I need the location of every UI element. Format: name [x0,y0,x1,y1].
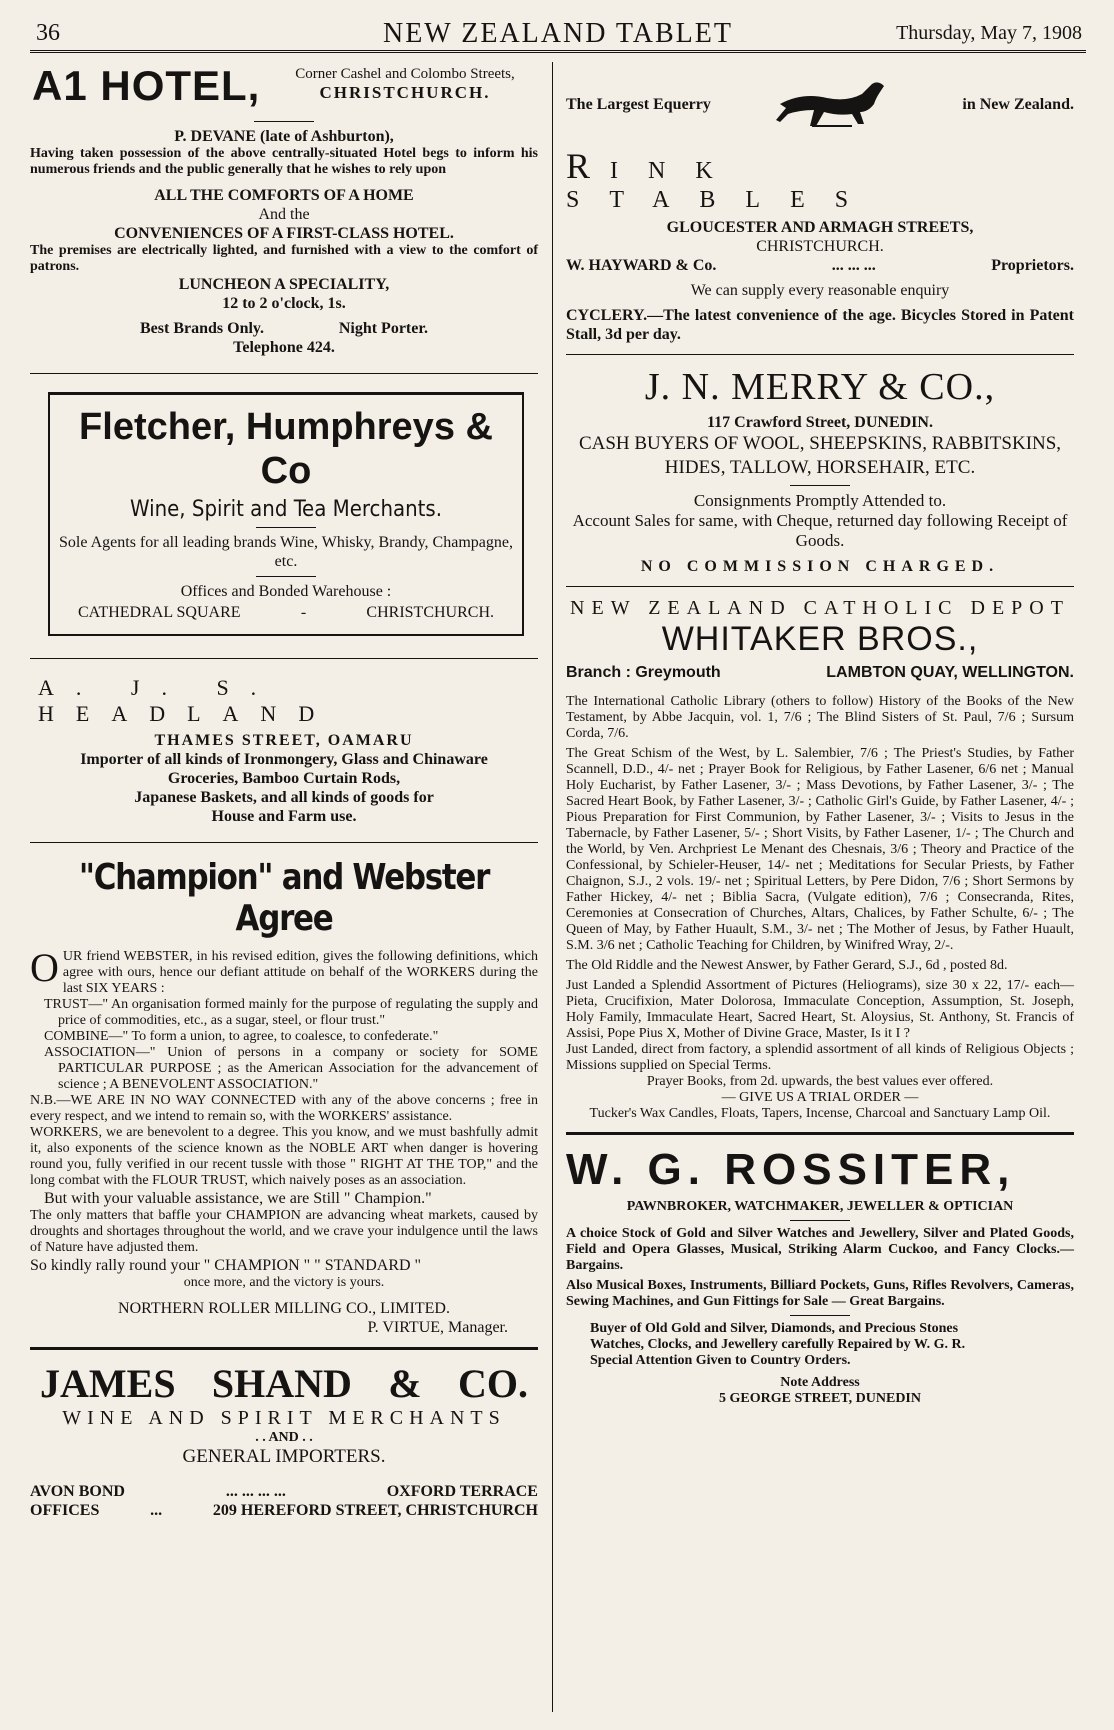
rossiter-name: W. G. ROSSITER, [566,1145,1016,1194]
shand-dots-1: ... ... ... ... [225,1483,286,1500]
champion-headline: "Champion" and Webster Agree [78,857,490,939]
divider [790,1315,850,1316]
whitaker-p5: Just Landed, direct from factory, a splendid assortment of all kinds of Religious Objects ; Missions supplied on Special Terms. [566,1042,1074,1073]
divider [566,586,1074,587]
champion-dropcap: O [30,945,59,990]
merry-consignments: Consignments Promptly Attended to. [693,491,947,510]
rink-initial: R [566,146,611,186]
merry-buyers: CASH BUYERS OF WOOL, SHEEPSKINS, RABBITSKINS, HIDES, TALLOW, HORSEHAIR, ETC. [578,433,1062,478]
headland-line-4: House and Farm use. [211,808,357,825]
hotel-telephone: Telephone 424. [233,339,335,356]
rink-streets: GLOUCESTER AND ARMAGH STREETS, [666,219,974,236]
champion-combine: COMBINE—" To form a union, to agree, to coalesce, to confederate." [44,1029,439,1044]
rink-dots: ... ... ... [831,257,876,274]
whitaker-name: WHITAKER BROS., [661,620,979,658]
champion-workers: WORKERS, we are benevolent to a degree. This you know, and we must bashfully admit it, also exponents of the science known as the NOBLE ART when danger is hovering round you, fully verified in our recent tussle with those " RIGHT AT THE TOP," and the long combat with the FLOUR TRUST, which naively poses as an association. [30,1125,538,1188]
rossiter-buyer-3: Special Attention Given to Country Orders. [590,1353,851,1368]
a1-hotel-ad [30,62,538,357]
hotel-night-porter: Night Porter. [338,320,428,337]
fletcher-offices: Offices and Bonded Warehouse : [180,583,392,600]
hotel-city: CHRISTCHURCH. [319,83,491,102]
divider [566,1132,1074,1135]
fletcher-humphreys-ad [48,392,524,636]
rink-name: INK STABLES [566,158,879,213]
shand-importers: GENERAL IMPORTERS. [182,1446,386,1467]
merry-ad [566,365,1074,576]
hotel-proprietor: P. DEVANE (late of Ashburton), [174,128,394,145]
rossiter-p1: A choice Stock of Gold and Silver Watches and Jewellery, Silver and Plated Goods, Field and Opera Glasses, Musical, Striking Alarm Cuckoo, and Fancy Clocks.—Bargains. [566,1226,1074,1273]
column-divider [552,62,553,1712]
right-column [566,62,1074,1407]
headland-line-3: Japanese Baskets, and all kinds of goods for [134,789,434,806]
divider [30,373,538,374]
whitaker-p4: Just Landed a Splendid Assortment of Pictures (Heliograms), size 30 x 22, 17/- each—Pieta, Crucifixion, Mater Dolorosa, Immaculate Conception, Assumption, St. Joseph, Holy Family, Immaculate Heart, Sacred Heart, St. Aloysius, St. Anthony, St. Francis of Assisi, Pope Pius X, Mother of Divine Grace, Master, Is it I ? [566,978,1074,1041]
divider [566,354,1074,355]
divider [30,842,538,843]
left-column [30,62,538,1520]
whitaker-p2: The Great Schism of the West, by L. Salembier, 7/6 ; The Priest's Studies, by Father Scannell, D.D., 4/- net ; Prayer Book for Religious, by Father Lasener, 6/6 net ; Manual Holy Eucharist, by Father Lasener, 3/- ; Mass Devotions, by Father Lasener, 3/- ; The Sacred Heart Book, by Father Lasener, 3/- ; Catholic Girl's Guide, by Father Lasener, 4/- ; Pious Preparation for First Communion, by Father Lasener, 3/- ; Visits to Jesus in the Tabernacle, by Father Lasener, 5/- ; Short Visits, by Father Lasener, 1/- ; The Church and the World, by Ven. Archpriest Le Menant des Chesnais, 3/6 ; Theory and Practice of the Confessional, by Schieler-Heuser, 14/- net ; Meditations for Secular Priests, by Father Chaignon, S.J., 2 vols. 19/- net ; Spiritual Letters, by Pere Didon, 7/6 ; Short Sermons by Father Hickey, 4/- net ; Biblia Sacra, (Vulgate edition), 7/6 ; Consecranda, Rites, Ceremonies at Consecration of Churches, Altars, Chalices, by Father Schulte, 6/- ; The Queen of May, by Father Huault, S.M., 3/- net ; The Mother of Jesus, by Father Huault, S.M. 3/6 net ; Catholic Teaching for Children, by Winifred Wray, 2/-. [566,746,1074,953]
hotel-best-brands: Best Brands Only. [140,320,265,337]
whitaker-tucker: Tucker's Wax Candles, Floats, Tapers, Incense, Charcoal and Sanctuary Lamp Oil. [589,1106,1051,1121]
whitaker-p1: The International Catholic Library (others to follow) History of the Books of the New Testament, by Abbe Jacquin, vol. 1, 7/6 ; The Blind Sisters of St. Paul, 7/6 ; Sursum Corda, 7/6. [566,694,1074,741]
issue-date: Thursday, May 7, 1908 [896,22,1082,44]
rink-stables-ad [566,74,1074,344]
champion-nb: N.B.—WE ARE IN NO WAY CONNECTED with any of the above concerns ; free in every respect, and we intend to remain so, with the WORKERS' assistance. [30,1093,538,1124]
rossiter-buyer-2: Watches, Clocks, and Jewellery carefully Repaired by W. G. R. [590,1337,966,1352]
shand-name-4: CO. [457,1361,528,1406]
headland-name: A. J. S. HEADLAND [38,675,337,726]
shand-trade: WINE AND SPIRIT MERCHANTS [62,1407,506,1429]
shand-right-2: 209 HEREFORD STREET, CHRISTCHURCH [212,1502,538,1519]
masthead [30,14,1086,53]
shand-name-3: & [388,1361,422,1406]
champion-manager: P. VIRTUE, Manager. [367,1319,508,1336]
rink-city: CHRISTCHURCH. [756,238,884,255]
shand-right-1: OXFORD TERRACE [386,1483,538,1500]
hotel-name: A1 HOTEL, [32,62,261,109]
fletcher-agents: Sole Agents for all leading brands Wine, Whisky, Brandy, Champagne, etc. [59,534,513,570]
whitaker-location: LAMBTON QUAY, WELLINGTON. [826,664,1074,681]
champion-company: NORTHERN ROLLER MILLING CO., LIMITED. [118,1300,450,1317]
champion-trust: TRUST—" An organisation formed mainly for the purpose of regulating the supply and price of commodities, etc., as a sugar, steel, or flour trust." [44,997,538,1028]
champion-once-more: once more, and the victory is yours. [183,1275,385,1290]
rossiter-note: Note Address [780,1375,860,1390]
champion-matters: The only matters that baffle your CHAMPION are advancing wheat markets, caused by droughts and shortages throughout the world, and we crave your indulgence until the laws of Nature have adjusted them. [30,1208,538,1255]
divider [30,658,538,659]
divider [790,1220,850,1221]
divider [256,527,316,528]
page-number: 36 [36,20,60,46]
hotel-street: Corner Cashel and Colombo Streets, [295,66,515,82]
rink-tag-right: in New Zealand. [962,96,1074,113]
champion-intro: UR friend WEBSTER, in his revised edition, gives the following definitions, which agree with ours, hence our defiant attitude on behalf of the WORKERS during the last SIX YEARS : [62,949,538,996]
newspaper-page [30,14,1086,1714]
newspaper-title: NEW ZEALAND TABLET [382,18,733,49]
champion-ad [30,857,538,1337]
headland-ad [30,675,538,826]
divider [30,1347,538,1350]
rossiter-address: 5 GEORGE STREET, DUNEDIN [718,1391,921,1406]
fletcher-name: Fletcher, Humphreys & Co [79,406,493,492]
rossiter-buyer-1: Buyer of Old Gold and Silver, Diamonds, and Precious Stones [590,1321,959,1336]
whitaker-p6: Prayer Books, from 2d. upwards, the best values ever offered. [646,1074,994,1089]
champion-but: But with your valuable assistance, we are Still " Champion." [44,1190,432,1207]
rink-enquiry: We can supply every reasonable enquiry [690,282,950,299]
rossiter-ad [566,1145,1074,1407]
fletcher-trade: Wine, Spirit and Tea Merchants. [129,497,443,522]
shand-dots-2: ... [150,1502,163,1519]
hotel-premises: The premises are electrically lighted, and furnished with a view to the comfort of patrons. [30,243,538,274]
hotel-conveniences: CONVENIENCES OF A FIRST-CLASS HOTEL. [114,225,454,242]
headland-line-1: Importer of all kinds of Ironmongery, Glass and Chinaware [80,751,488,768]
rossiter-p2: Also Musical Boxes, Instruments, Billiard Pockets, Guns, Rifles Revolvers, Cameras, Sewing Machines, and Gun Fittings for Sale — Great Bargains. [566,1278,1074,1309]
shand-name-1: JAMES [40,1361,176,1406]
hotel-address [280,66,530,103]
rink-proprietors-label: Proprietors. [991,257,1074,274]
merry-no-commission: NO COMMISSION CHARGED. [640,558,1000,575]
whitaker-branch: Branch : Greymouth [566,664,721,681]
champion-rally: So kindly rally round your " CHAMPION " " STANDARD " [30,1257,422,1274]
rink-tag-left: The Largest Equerry [566,96,711,113]
hotel-intro: Having taken possession of the above centrally-situated Hotel begs to inform his numerous friends and the public generally that he wishes to rely upon [30,146,538,177]
shand-and: . . AND . . [255,1430,313,1445]
divider [790,485,850,486]
rink-cyclery: CYCLERY.—The latest convenience of the age. Bicycles Stored in Patent Stall, 3d per day. [566,307,1074,343]
headland-street: THAMES STREET, OAMARU [154,732,414,749]
fletcher-dash: - [300,604,307,621]
rink-proprietor: W. HAYWARD & Co. [566,257,717,274]
merry-name: J. N. MERRY & CO., [644,366,996,408]
whitaker-depot: NEW ZEALAND CATHOLIC DEPOT [570,597,1070,619]
fletcher-city: CHRISTCHURCH. [366,604,494,621]
whitaker-ad [566,597,1074,1122]
james-shand-ad [30,1360,538,1520]
fletcher-square: CATHEDRAL SQUARE [78,604,241,621]
hotel-luncheon: LUNCHEON A SPECIALITY, [178,276,390,293]
horse-icon [772,74,902,135]
shand-name-2: SHAND [211,1361,352,1406]
hotel-comforts: ALL THE COMFORTS OF A HOME [154,187,414,204]
merry-account: Account Sales for same, with Cheque, returned day following Receipt of Goods. [572,511,1068,550]
whitaker-p3: The Old Riddle and the Newest Answer, by Father Gerard, S.J., 6d , posted 8d. [566,958,1008,973]
champion-association: ASSOCIATION—" Union of persons in a company or society for SOME PARTICULAR PURPOSE ; as the American Association for the advancement of science ; A BENEVOLENT ASSOCIATION." [44,1045,538,1092]
whitaker-trial: — GIVE US A TRIAL ORDER — [721,1090,919,1105]
shand-left-2: OFFICES [30,1502,100,1519]
merry-address: 117 Crawford Street, DUNEDIN. [707,414,933,431]
divider [254,121,314,122]
hotel-luncheon-time: 12 to 2 o'clock, 1s. [222,295,346,312]
headland-line-2: Groceries, Bamboo Curtain Rods, [167,770,401,787]
shand-left-1: AVON BOND [30,1483,125,1500]
rossiter-trade: PAWNBROKER, WATCHMAKER, JEWELLER & OPTICIAN [626,1199,1014,1214]
hotel-and-the: And the [258,206,310,223]
divider [256,576,316,577]
